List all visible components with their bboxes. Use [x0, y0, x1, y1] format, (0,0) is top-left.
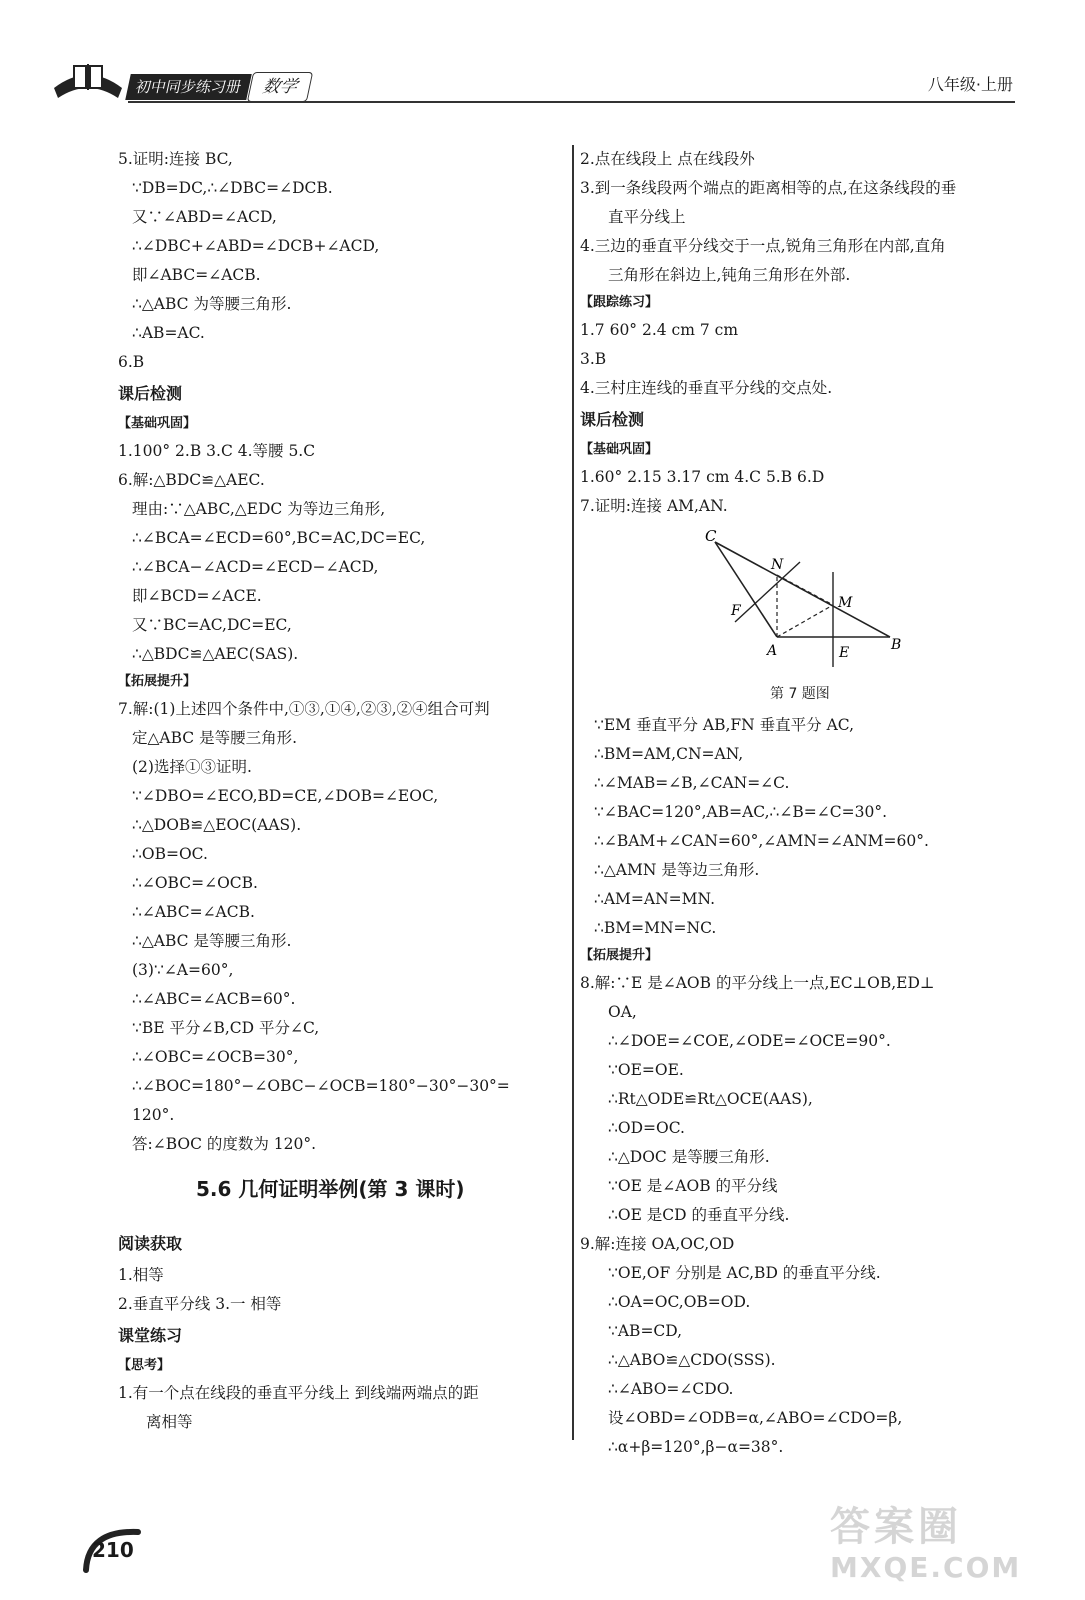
label-N: N: [771, 557, 784, 573]
subsection-tag: 【思考】: [118, 1358, 171, 1373]
watermark-url: MXQE.COM: [830, 1551, 1022, 1584]
answer-line: 定△ABC 是等腰三角形.: [132, 729, 298, 747]
answer-line: ∴∠ABC=∠ACB=60°.: [132, 990, 296, 1008]
answer-line: (3)∵∠A=60°,: [132, 961, 234, 979]
answer-line: ∴OB=OC.: [132, 845, 208, 863]
answer-line: ∴OE 是CD 的垂直平分线.: [608, 1206, 790, 1224]
answer-line: ∴△BDC≌△AEC(SAS).: [132, 645, 299, 663]
answer-line: ∴∠BAM+∠CAN=60°,∠AMN=∠ANM=60°.: [594, 832, 929, 850]
answer-line: ∴∠BCA−∠ACD=∠ECD−∠ACD,: [132, 558, 379, 576]
answer-line: ∴△DOC 是等腰三角形.: [608, 1148, 770, 1166]
answer-line: 2.点在线段上 点在线段外: [580, 150, 755, 168]
answer-line: 3.到一条线段两个端点的距离相等的点,在这条线段的垂: [580, 179, 957, 197]
section-heading: 课后检测: [118, 384, 183, 403]
answer-line: ∴BM=MN=NC.: [594, 919, 717, 937]
answer-line: ∴BM=AM,CN=AN,: [594, 745, 744, 763]
page-header: [0, 0, 1085, 110]
answer-line: ∴∠DBC+∠ABD=∠DCB+∠ACD,: [132, 237, 380, 255]
label-F: F: [731, 603, 741, 619]
answer-line: 1.7 60° 2.4 cm 7 cm: [580, 321, 739, 339]
answer-line: 4.三村庄连线的垂直平分线的交点处.: [580, 379, 833, 397]
geometry-figure: [705, 527, 905, 677]
label-E: E: [839, 645, 850, 661]
answer-line: ∵EM 垂直平分 AB,FN 垂直平分 AC,: [594, 716, 855, 734]
answer-line: 三角形在斜边上,钝角三角形在外部.: [608, 266, 851, 284]
answer-line: 又∵BC=AC,DC=EC,: [132, 616, 292, 634]
answer-line: ∵BE 平分∠B,CD 平分∠C,: [132, 1019, 320, 1037]
left-column: [118, 145, 566, 1437]
answer-line: ∴∠BOC=180°−∠OBC−∠OCB=180°−30°−30°=: [132, 1077, 510, 1095]
answer-line: ∴∠MAB=∠B,∠CAN=∠C.: [594, 774, 790, 792]
segment-AM: [777, 605, 833, 637]
watermark-text: 答案圈: [830, 1504, 962, 1550]
grade-label: 八年级·上册: [927, 75, 1013, 94]
subsection-tag: 【跟踪练习】: [580, 295, 659, 310]
answer-line: (2)选择①③证明.: [132, 758, 252, 776]
answer-line: ∴∠DOE=∠COE,∠ODE=∠OCE=90°.: [608, 1032, 891, 1050]
answer-line: 2.垂直平分线 3.一 相等: [118, 1295, 282, 1313]
answer-line: 即∠ABC=∠ACB.: [132, 266, 261, 284]
answer-line: ∵∠BAC=120°,AB=AC,∴∠B=∠C=30°.: [594, 803, 888, 821]
label-M: M: [838, 595, 853, 611]
answer-line: ∵∠DBO=∠ECO,BD=CE,∠DOB=∠EOC,: [132, 787, 439, 805]
answer-line: ∵OE=OE.: [608, 1061, 684, 1079]
answer-line: ∴α+β=120°,β−α=38°.: [608, 1438, 784, 1456]
answer-line: ∴∠OBC=∠OCB.: [132, 874, 258, 892]
label-C: C: [705, 527, 717, 545]
answer-line: 1.有一个点在线段的垂直平分线上 到线端两端点的距: [118, 1384, 479, 1402]
answer-line: 7.解:(1)上述四个条件中,①③,①④,②③,②④组合可判: [118, 700, 490, 718]
section-heading: 阅读获取: [118, 1234, 183, 1253]
answer-line: 9.解:连接 OA,OC,OD: [580, 1235, 735, 1253]
answer-line: 4.三边的垂直平分线交于一点,锐角三角形在内部,直角: [580, 237, 946, 255]
answer-line: 答:∠BOC 的度数为 120°.: [132, 1135, 317, 1153]
answer-line: 8.解:∵E 是∠AOB 的平分线上一点,EC⊥OB,ED⊥: [580, 974, 935, 992]
answer-line: 直平分线上: [608, 208, 686, 226]
answer-line: ∴∠ABC=∠ACB.: [132, 903, 255, 921]
answer-line: 3.B: [580, 350, 607, 368]
triangle-diagram: [705, 527, 905, 677]
answer-line: ∵OE,OF 分别是 AC,BD 的垂直平分线.: [608, 1264, 881, 1282]
answer-line: 120°.: [132, 1106, 175, 1124]
answer-line: 1.相等: [118, 1266, 164, 1284]
lesson-title: 5.6 几何证明举例(第 3 课时): [196, 1177, 465, 1201]
column-divider: [572, 145, 574, 1440]
answer-line: ∴△ABC 为等腰三角形.: [132, 295, 292, 313]
label-A: A: [767, 643, 778, 659]
page-number: 210: [92, 1538, 134, 1562]
answer-line: ∴∠ABO=∠CDO.: [608, 1380, 734, 1398]
answer-line: ∴△ABC 是等腰三角形.: [132, 932, 292, 950]
answer-line: OA,: [608, 1003, 637, 1021]
subject-label: 数学: [247, 72, 313, 102]
segment-CA: [715, 542, 777, 637]
answer-line: 设∠OBD=∠ODB=α,∠ABO=∠CDO=β,: [608, 1409, 903, 1427]
series-title: 初中同步练习册: [125, 74, 252, 100]
answer-line: ∴AM=AN=MN.: [594, 890, 716, 908]
right-column: [580, 145, 1030, 1462]
label-B: B: [891, 637, 902, 653]
answer-line: ∴OD=OC.: [608, 1119, 685, 1137]
answer-line: ∴Rt△ODE≌Rt△OCE(AAS),: [608, 1090, 813, 1108]
subsection-tag: 【基础巩固】: [580, 442, 659, 457]
answer-line: 又∵∠ABD=∠ACD,: [132, 208, 277, 226]
answer-line: ∵AB=CD,: [608, 1322, 683, 1340]
answer-line: ∴∠OBC=∠OCB=30°,: [132, 1048, 299, 1066]
answer-line: 离相等: [146, 1413, 193, 1431]
segment-NM: [777, 575, 833, 605]
answer-line: ∵OE 是∠AOB 的平分线: [608, 1177, 778, 1195]
answer-line: 6.B: [118, 353, 145, 371]
watermark: [830, 1495, 1055, 1590]
subsection-tag: 【拓展提升】: [580, 948, 659, 963]
answer-line: 1.60° 2.15 3.17 cm 4.C 5.B 6.D: [580, 468, 825, 486]
answer-line: ∵DB=DC,∴∠DBC=∠DCB.: [132, 179, 333, 197]
subsection-tag: 【拓展提升】: [118, 674, 197, 689]
page-number-badge: [78, 1520, 158, 1580]
section-heading: 课堂练习: [118, 1326, 183, 1345]
answer-line: 7.证明:连接 AM,AN.: [580, 497, 728, 515]
answer-line: ∴△AMN 是等边三角形.: [594, 861, 760, 879]
figure-caption: 第 7 题图: [770, 686, 830, 702]
answer-line: 1.100° 2.B 3.C 4.等腰 5.C: [118, 442, 316, 460]
answer-line: ∴AB=AC.: [132, 324, 205, 342]
answer-line: ∴∠BCA=∠ECD=60°,BC=AC,DC=EC,: [132, 529, 426, 547]
answer-line: ∴△ABO≌△CDO(SSS).: [608, 1351, 776, 1369]
subsection-tag: 【基础巩固】: [118, 416, 197, 431]
answer-line: 6.解:△BDC≌△AEC.: [118, 471, 265, 489]
book-logo-icon: [48, 58, 128, 104]
answer-line: 理由:∵△ABC,△EDC 为等边三角形,: [132, 500, 386, 518]
answer-line: ∴OA=OC,OB=OD.: [608, 1293, 751, 1311]
answer-line: ∴△DOB≌△EOC(AAS).: [132, 816, 302, 834]
header-divider: [128, 101, 1015, 103]
answer-line: 即∠BCD=∠ACE.: [132, 587, 262, 605]
section-heading: 课后检测: [580, 410, 645, 429]
answer-line: 5.证明:连接 BC,: [118, 150, 233, 168]
